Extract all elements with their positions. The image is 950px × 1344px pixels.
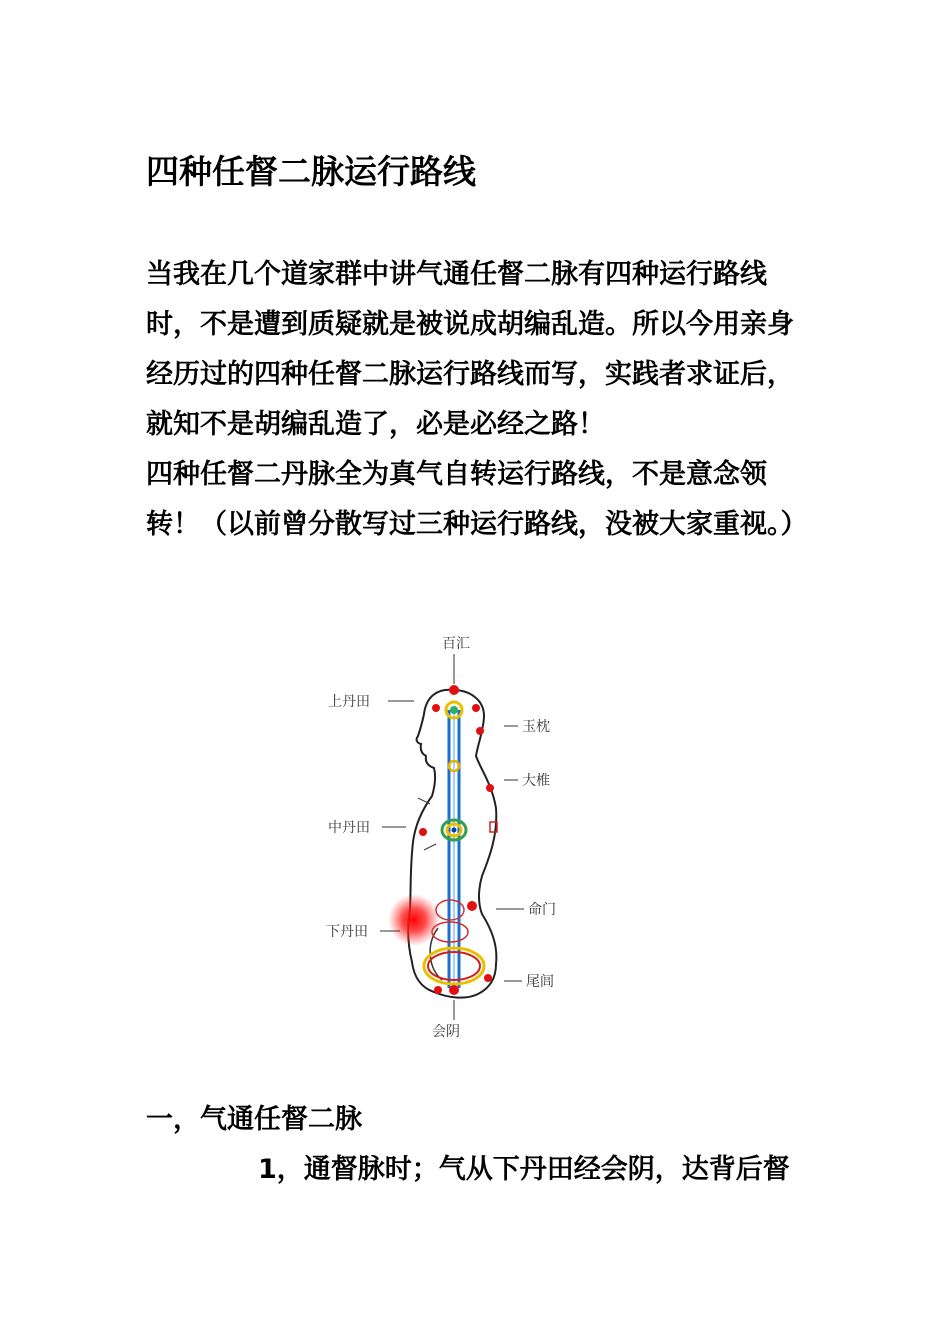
label-weilu: 尾闾 xyxy=(526,974,554,990)
intro-text xyxy=(146,250,811,550)
meridian-figure xyxy=(318,628,568,1048)
xiadantian-glow xyxy=(388,894,440,946)
section-item-1: 1，通督脉时；气从下丹田经会阴，达背后督 xyxy=(258,1154,790,1185)
label-huiyin: 会阴 xyxy=(432,1024,460,1040)
section-heading: 一，气通任督二脉 xyxy=(146,1104,362,1135)
meridian-diagram xyxy=(318,628,568,1048)
label-zhongdantian: 中丹田 xyxy=(328,820,370,836)
label-mingmen: 命门 xyxy=(528,902,556,918)
paragraph-1: 当我在几个道家群中讲气通任督二脉有四种运行路线时，不是遭到质疑就是被说成胡编乱造。所以今用亲身经历过的四种任督二脉运行路线而写，实践者求证后，就知不是胡编乱造了，必是必经之路！ xyxy=(146,259,794,440)
label-xiadantian: 下丹田 xyxy=(326,924,368,940)
label-dazhui: 大椎 xyxy=(522,773,550,789)
label-baihui: 百汇 xyxy=(442,636,470,652)
label-shangdantian: 上丹田 xyxy=(328,694,370,710)
paragraph-2: 四种任督二丹脉全为真气自转运行路线，不是意念领转！（以前曾分散写过三种运行路线，没被大家重视。） xyxy=(146,459,808,540)
label-yuzhen: 玉枕 xyxy=(522,719,550,735)
page-title: 四种任督二脉运行路线 xyxy=(146,152,476,191)
